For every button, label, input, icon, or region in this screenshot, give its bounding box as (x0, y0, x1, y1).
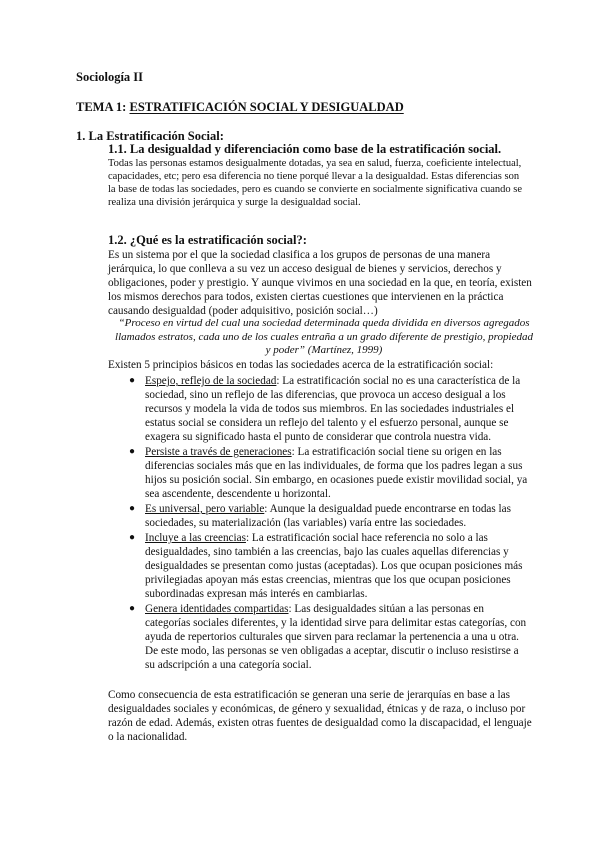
principle-text: : La estratificación social tiene su origen en las diferencias sociales más que en las individuales, de forma que los padres legan a sus hijos su posición social. Sin embargo, en ocasiones puede existir movilidad social, ya sea ascendente, descendente u horizontal. (145, 446, 528, 500)
topic-heading (76, 100, 404, 115)
bullet-icon: ● (129, 375, 136, 386)
section-heading: 1. La Estratificación Social: (76, 129, 224, 143)
subsection-1-1-heading: 1.1. La desigualdad y diferenciación como base de la estratificación social. (108, 142, 502, 156)
subsection-1-1-text: Todas las personas estamos desigualmente dotadas, ya sea en salud, fuerza, coeficiente intelectual, capacidades, etc; pero esa diferencia no tiene porqué llevar a la desigualdad. Estas diferencias son la base de todas las sociedades, pero es cuando se convierte en socialmente significativa cuando se realiza una división jerárquica y surge la desigualdad social. (108, 158, 523, 208)
course-title: Sociología II (76, 70, 144, 84)
list-item (129, 445, 531, 501)
list-item (129, 531, 531, 601)
principle-title: Genera identidades compartidas (145, 603, 289, 615)
principle-text: : Las desigualdades sitúan a las personas en categorías sociales diferentes, y la identidad sirve para delimitar estas categorías, con ayuda de repertorios culturales que sirven para reclamar la pertenencia a una u otra. De este modo, las personas se ven obligadas a aceptar, discutir o incluso resistirse a su adscripción a una categoría social. (145, 603, 527, 671)
bullet-icon: ● (129, 503, 136, 514)
principle-title: Espejo, reflejo de la sociedad (145, 375, 277, 387)
principle-text: : Aunque la desigualdad puede encontrarse en todas las sociedades, su materialización (las variables) varía entre las sociedades. (145, 503, 511, 529)
bullet-icon: ● (129, 532, 136, 543)
bullet-icon: ● (129, 446, 136, 457)
bullet-icon: ● (129, 603, 136, 614)
principle-title: Persiste a través de generaciones (145, 446, 292, 458)
principles-list (129, 374, 531, 673)
closing-paragraph: Como consecuencia de esta estratificación se generan una serie de jerarquías en base a las desigualdades sociales y económicas, de género y sexualidad, étnicas y de raza, o incluso por razón de edad. Además, existen otras fuentes de desigualdad como la discapacidad, el lenguaje o la nacionalidad. (108, 689, 532, 743)
subsection-1-2-heading: 1.2. ¿Qué es la estratificación social?: (108, 233, 307, 247)
list-item (129, 374, 531, 444)
list-item (129, 502, 531, 530)
principle-title: Incluye a las creencias (145, 532, 246, 544)
principle-text: : La estratificación social no es una característica de la sociedad, sino un reflejo de las diferencias, que provoca un acceso desigual a los recursos y modela la vida de todos sus miembros. En las sociedades industriales el estatus social se considera un reflejo del talento y el esfuerzo personal, aunque se exagera su significado hasta el punto de considerar que controla nuestra vida. (145, 375, 521, 443)
definition-quote: “Proceso en virtud del cual una sociedad determinada queda dividida en diversos agregados llamados estratos, cada uno de los cuales entraña a un grado diferente de prestigio, propiedad y poder” (Martínez, 1999) (115, 317, 533, 356)
principles-intro: Existen 5 principios básicos en todas las sociedades acerca de la estratificación social: (108, 359, 494, 371)
topic-title: ESTRATIFICACIÓN SOCIAL Y DESIGUALDAD (129, 100, 404, 114)
principle-text: : La estratificación social hace referencia no solo a las desigualdades, sino también a las creencias, bajo las cuales aquellas diferencias y desigualdades se presentan como justas (aceptadas). Los que ocupan posiciones más privilegiadas apoyan más estas creencias, mientras que los que ocupan posiciones subordinadas expresan más interés en cambiarlas. (145, 532, 523, 600)
principle-title: Es universal, pero variable (145, 503, 265, 515)
list-item (129, 602, 531, 672)
subsection-1-2-text: Es un sistema por el que la sociedad clasifica a los grupos de personas de una manera jerárquica, lo que conlleva a su vez un acceso desigual de bienes y servicios, derechos y obligaciones, poder y prestigio. Y aunque vivimos en una sociedad en la que, en teoría, existen los mismos derechos para todos, existen ciertas cuestiones que intervienen en la práctica causando desigualdad (poder adquisitivo, posición social…) (108, 249, 532, 317)
topic-label: TEMA 1: (76, 100, 127, 114)
